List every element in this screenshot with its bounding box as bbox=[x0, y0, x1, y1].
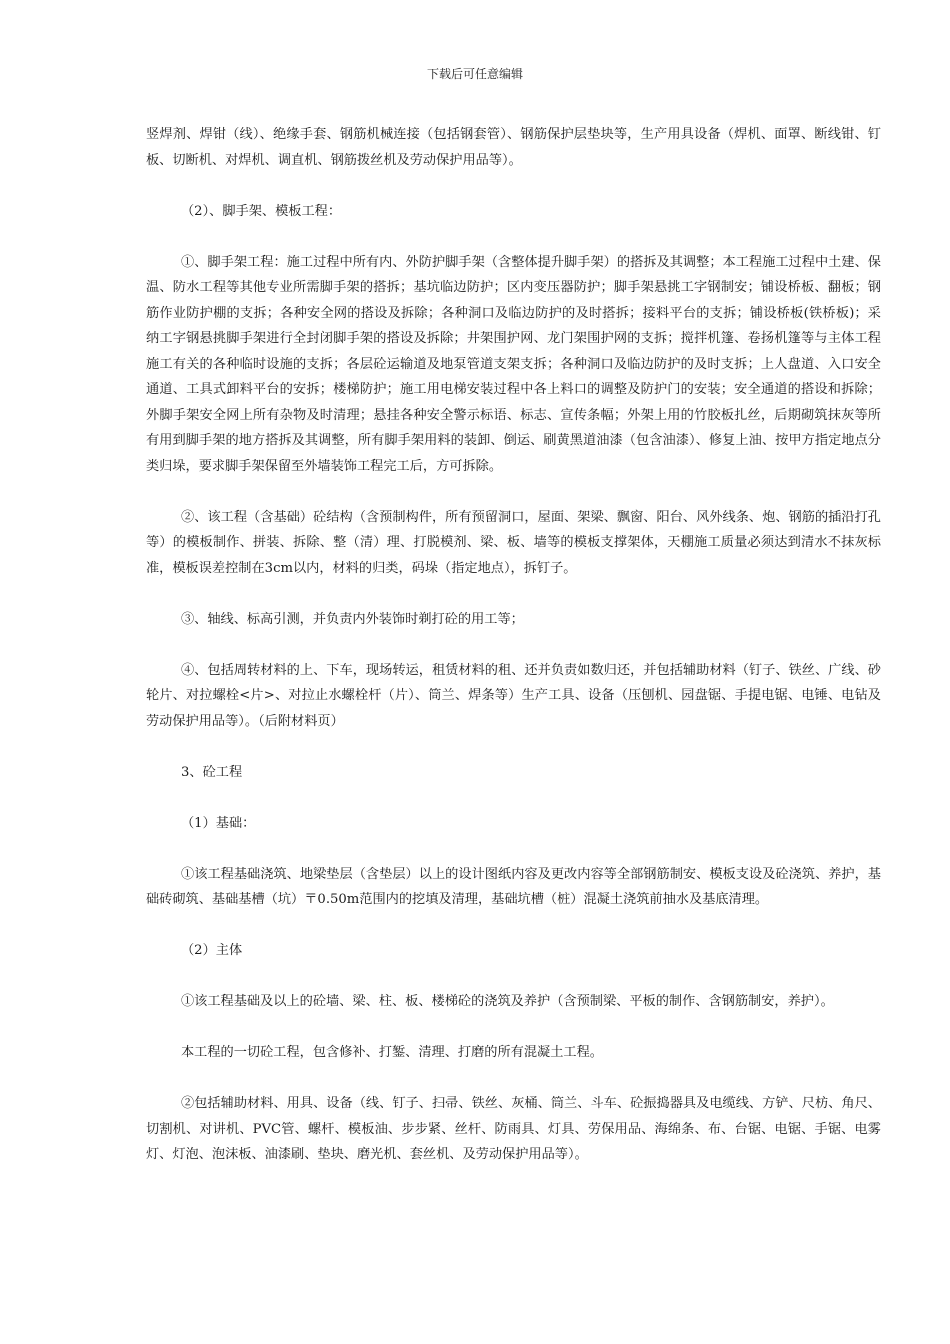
section-heading-scaffold-formwork: （2）、脚手架、模板工程： bbox=[181, 203, 342, 219]
paragraph-continued-tools: 竖焊剂、焊钳（线）、绝缘手套、钢筋机械连接（包括钢套管）、钢筋保护层垫块等，生产用具设备（焊机、面罩、断线钳、钉板、切断机、对焊机、调直机、钢筋拨丝机及劳动保护用品等）。 bbox=[146, 127, 881, 168]
page-header: 下载后可任意编辑 bbox=[426, 67, 523, 81]
paragraph-auxiliary-materials: ②包括辅助材料、用具、设备（线、钉子、扫帚、铁丝、灰桶、筒兰、斗车、砼振捣器具及电缆线、方铲、尺枋、角尺、切割机、对讲机、PVC管、螺杆、模板油、步步紧、丝杆、防雨具、灯具、劳保用品、海绵条、布、台锯、电锯、手锯、电雾灯、灯泡、泡沫板、油漆刷、垫块、磨光机、套丝机、及劳动保护用品等）。 bbox=[146, 1096, 881, 1162]
document-body bbox=[146, 122, 881, 1193]
paragraph-turnover-materials: ④、包括周转材料的上、下车，现场转运，租赁材料的租、还并负责如数归还，并包括辅助材料（钉子、铁丝、广线、砂轮片、对拉螺栓<片>、对拉止水螺栓杆（片）、筒兰、焊条等）生产工具、设备（压刨机、园盘锯、手提电锯、电锤、电钻及劳动保护用品等）。（后附材料页） bbox=[146, 662, 881, 729]
paragraph-formwork: ②、该工程（含基础）砼结构（含预制构件，所有预留洞口，屋面、架梁、飘窗、阳台、风外线条、炮、钢筋的插沿打孔等）的模板制作、拼装、拆除、整（清）理、打脱模剂、梁、板、墙等的模板支撑架体，天棚施工质量必须达到清水不抹灰标准，模板误差控制在3cm以内，材料的归类，码垛（指定地点），拆钉子。 bbox=[146, 509, 881, 576]
paragraph-axis-survey: ③、轴线、标高引测，并负责内外装饰时剃打砼的用工等； bbox=[181, 611, 524, 627]
subsection-heading-main-structure: （2）主体 bbox=[181, 943, 243, 958]
paragraph-main-structure-work: ①该工程基础及以上的砼墙、梁、柱、板、楼梯砼的浇筑及养护（含预制梁、平板的制作、含钢筋制安，养护）。 bbox=[181, 994, 834, 1009]
paragraph-concrete-scope: 本工程的一切砼工程，包含修补、打錾、清理、打磨的所有混凝土工程。 bbox=[181, 1045, 603, 1060]
subsection-heading-foundation: （1）基础： bbox=[181, 815, 256, 831]
paragraph-scaffold-work: ①、脚手架工程：施工过程中所有内、外防护脚手架（含整体提升脚手架）的搭拆及其调整；本工程施工过程中土建、保温、防水工程等其他专业所需脚手架的搭拆；基坑临边防护；区内变压器防护；脚手架悬挑工字钢制安；铺设桥板、翻板；钢筋作业防护棚的支拆；各种安全网的搭设及拆除；各种洞口及临边防护的及时搭拆；接料平台的支拆；铺设桥板(铁桥板)；采纳工字钢悬挑脚手架进行全封闭脚手架的搭设及拆除；井架围护网、龙门架围护网的支拆；搅拌机篷、卷扬机篷等与主体工程施工有关的各种临时设施的支拆；各层砼运输道及地泵管道支架支拆；各种洞口及临边防护的及时支拆；上人盘道、入口安全通道、工具式卸料平台的安拆；楼梯防护；施工用电梯安装过程中各上料口的调整及防护门的安装；安全通道的搭设和拆除；外脚手架安全网上所有杂物及时清理；悬挂各种安全警示标语、标志、宣传条幅；外架上用的竹胶板扎丝，后期砌筑抹灰等所有用到脚手架的地方搭拆及其调整，所有脚手架用料的装卸、倒运、刷黄黑道油漆（包含油漆）、修复上油、按甲方指定地点分类归垛，要求脚手架保留至外墙装饰工程完工后，方可拆除。 bbox=[146, 254, 881, 474]
section-heading-concrete: 3、砼工程 bbox=[181, 764, 243, 780]
paragraph-foundation-work: ①该工程基础浇筑、地梁垫层（含垫层）以上的设计图纸内容及更改内容等全部钢筋制安、模板支设及砼浇筑、养护，基础砖砌筑、基础基槽（坑）〒0.50m范围内的挖填及清理，基础坑槽（桩）混凝土浇筑前抽水及基底清理。 bbox=[146, 866, 881, 907]
